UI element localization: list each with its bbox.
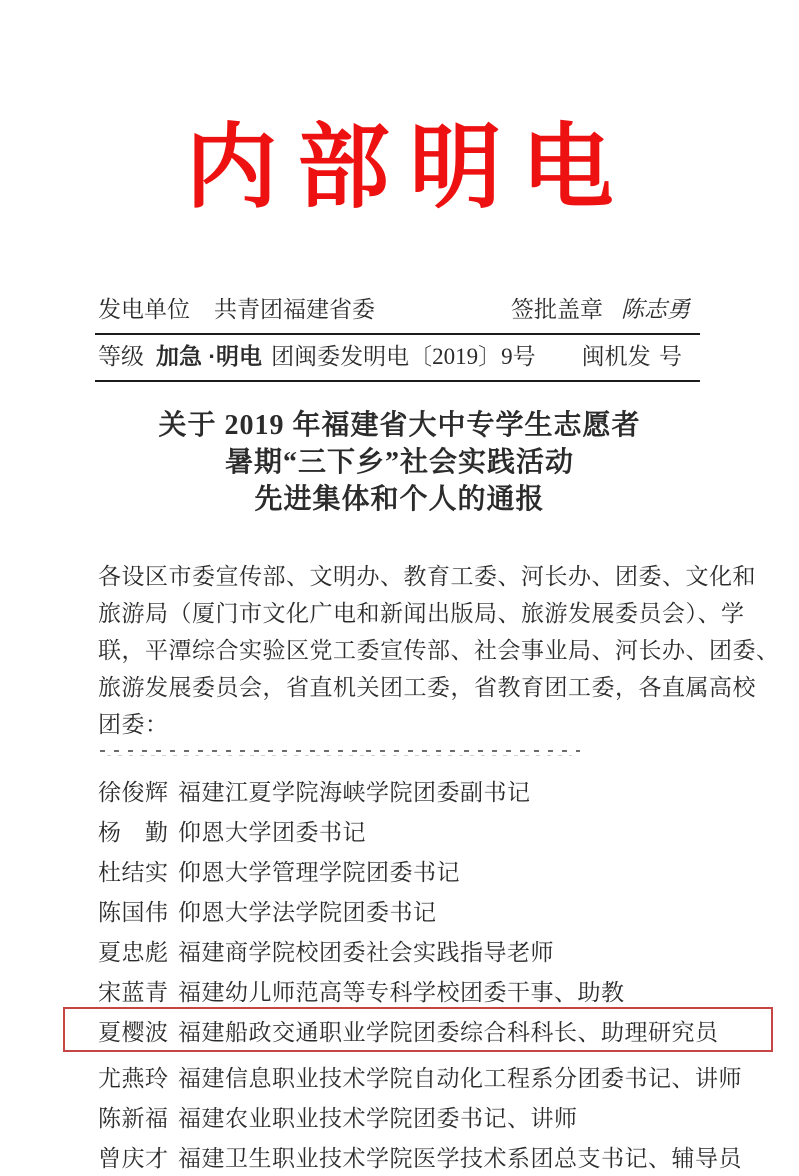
awardee-title: 福建船政交通职业学院团委综合科科长、助理研究员 [178, 1020, 719, 1046]
awardee-title: 福建商学院校团委社会实践指导老师 [178, 940, 554, 966]
awardee-name: 杜结实 [98, 860, 169, 886]
awardee-name: 夏忠彪 [98, 940, 169, 966]
awardee-title: 福建农业职业技术学院团委书记、讲师 [178, 1106, 578, 1132]
clipped-text-scan-artifact [100, 750, 605, 758]
awardee-row [98, 1057, 742, 1097]
issue-prefix: 闽机发 [581, 343, 651, 369]
awardee-row [98, 971, 718, 1011]
recipients-paragraph [98, 558, 780, 743]
title-line-3: 先进集体和个人的通报 [254, 483, 545, 515]
awardee-name: 徐俊辉 [98, 780, 169, 806]
awardee-title: 仰恩大学法学院团委书记 [178, 900, 437, 926]
awardee-title: 福建幼儿师范高等专科学校团委干事、助教 [178, 980, 625, 1006]
title-line-2: 暑期“三下乡”社会实践活动 [224, 446, 574, 478]
classification-banner: 内部明电 [185, 117, 634, 219]
issue-suffix: 号 [659, 343, 682, 369]
awardee-title: 福建江夏学院海峡学院团委副书记 [178, 780, 531, 806]
sender-value: 共青团福建省委 [214, 296, 375, 322]
recipients-line: 联，平潭综合实验区党工委宣传部、社会事业局、河长办、团委、 [98, 637, 780, 663]
sender-label: 发电单位 [98, 296, 190, 322]
title-line-1: 关于 2019 年福建省大中专学生志愿者 [158, 409, 641, 441]
recipients-line: 团委： [98, 711, 169, 737]
document-number: 团闽委发明电〔2019〕9号 [271, 343, 536, 369]
awardee-row [98, 1137, 742, 1176]
awardee-row [98, 851, 718, 891]
seal-signature: 陈志勇 [621, 296, 690, 322]
awardee-row [98, 771, 718, 811]
awardee-title: 福建卫生职业技术学院医学技术系团总支书记、辅导员 [178, 1146, 742, 1172]
seal-label: 签批盖章 [511, 296, 603, 322]
grade-label: 等级 [98, 343, 144, 369]
awardee-row [98, 891, 718, 931]
awardee-title: 仰恩大学管理学院团委书记 [178, 860, 460, 886]
awardee-title: 仰恩大学团委书记 [178, 820, 366, 846]
awardee-name: 曾庆才 [98, 1146, 169, 1172]
urgency-value: 加急 ·明电 [156, 342, 263, 369]
awardee-row [98, 1097, 718, 1137]
awardee-row [98, 931, 718, 971]
awardee-row [98, 811, 718, 851]
meta-table [95, 288, 700, 382]
recipients-line: 旅游局（厦门市文化广电和新闻出版局、旅游发展委员会）、学 [98, 600, 745, 626]
recipients-line: 各设区市委宣传部、文明办、教育工委、河长办、团委、文化和 [98, 563, 756, 589]
awardee-row-highlighted [98, 1011, 718, 1051]
awardee-title: 福建信息职业技术学院自动化工程系分团委书记、讲师 [178, 1066, 742, 1092]
awardee-name: 尤燕玲 [98, 1066, 169, 1092]
meta-row-grade [95, 335, 700, 382]
recipients-line: 旅游发展委员会，省直机关团工委，省教育团工委，各直属高校 [98, 674, 756, 700]
awardee-name: 陈国伟 [98, 900, 169, 926]
awardee-name: 夏樱波 [98, 1020, 169, 1046]
document-title [0, 407, 799, 518]
awardee-list [98, 771, 742, 1176]
awardee-name: 杨 勤 [98, 820, 169, 846]
awardee-name: 宋蓝青 [98, 980, 169, 1006]
meta-row-sender [95, 288, 700, 335]
awardee-name: 陈新福 [98, 1106, 169, 1132]
